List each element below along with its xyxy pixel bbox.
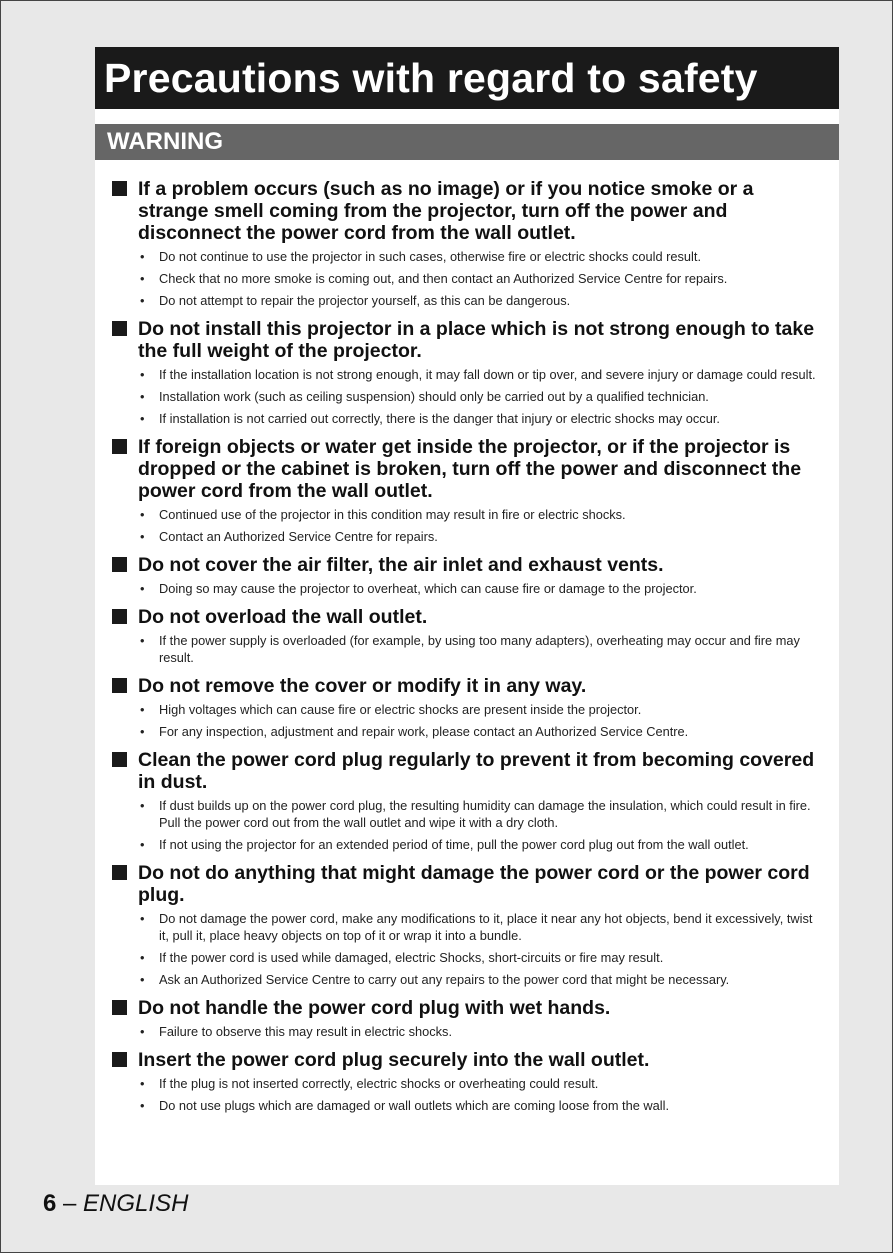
bullet-text: Failure to observe this may result in electric shocks. bbox=[159, 1024, 453, 1039]
list-item bbox=[138, 1097, 824, 1114]
list-item bbox=[138, 270, 824, 287]
section-heading: Do not overload the wall outlet. bbox=[138, 606, 428, 628]
bullet-text: Do not damage the power cord, make any modifications to it, place it near any hot objects, bend it excessively, twist it, pull it, place heavy objects on top of it or wrap it into a bundle. bbox=[159, 911, 813, 943]
section-heading: Do not cover the air filter, the air inlet and exhaust vents. bbox=[138, 554, 664, 576]
bullet-dot-icon: • bbox=[140, 911, 145, 926]
square-bullet-icon bbox=[112, 557, 127, 572]
list-item bbox=[138, 836, 824, 853]
bullet-text: Do not use plugs which are damaged or wall outlets which are coming loose from the wall. bbox=[159, 1098, 670, 1113]
bullet-dot-icon: • bbox=[140, 1024, 145, 1039]
section-heading: Do not handle the power cord plug with wet hands. bbox=[138, 997, 611, 1019]
list-item bbox=[138, 910, 824, 944]
precautions-list bbox=[112, 178, 824, 1123]
square-bullet-icon bbox=[112, 752, 127, 767]
bullet-text: If the installation location is not strong enough, it may fall down or tip over, and severe injury or damage could result. bbox=[159, 367, 816, 382]
bullet-dot-icon: • bbox=[140, 702, 145, 717]
list-item bbox=[138, 971, 824, 988]
bullet-dot-icon: • bbox=[140, 633, 145, 648]
list-item bbox=[138, 632, 824, 666]
list-item bbox=[138, 797, 824, 831]
bullet-list bbox=[112, 1023, 824, 1040]
bullet-list bbox=[112, 797, 824, 853]
bullet-dot-icon: • bbox=[140, 950, 145, 965]
square-bullet-icon bbox=[112, 439, 127, 454]
precaution-section bbox=[112, 675, 824, 740]
section-heading-row bbox=[112, 862, 824, 906]
section-heading-row bbox=[112, 606, 824, 628]
bullet-text: If the power supply is overloaded (for example, by using too many adapters), overheating may occur and fire may result. bbox=[159, 633, 800, 665]
bullet-text: Do not attempt to repair the projector yourself, as this can be dangerous. bbox=[159, 293, 571, 308]
warning-banner bbox=[95, 124, 839, 160]
precaution-section bbox=[112, 749, 824, 853]
precaution-section bbox=[112, 436, 824, 545]
section-heading-row bbox=[112, 554, 824, 576]
warning-label: WARNING bbox=[107, 128, 223, 155]
bullet-dot-icon: • bbox=[140, 249, 145, 264]
bullet-dot-icon: • bbox=[140, 507, 145, 522]
bullet-dot-icon: • bbox=[140, 1076, 145, 1091]
section-heading-row bbox=[112, 749, 824, 793]
precaution-section bbox=[112, 554, 824, 597]
bullet-text: Do not continue to use the projector in such cases, otherwise fire or electric shocks could result. bbox=[159, 249, 701, 264]
precaution-section bbox=[112, 997, 824, 1040]
section-heading: Do not remove the cover or modify it in any way. bbox=[138, 675, 587, 697]
bullet-list bbox=[112, 632, 824, 666]
page-number: 6 bbox=[43, 1190, 57, 1217]
list-item bbox=[138, 248, 824, 265]
bullet-dot-icon: • bbox=[140, 271, 145, 286]
footer-language: ENGLISH bbox=[83, 1190, 189, 1217]
section-heading: Insert the power cord plug securely into the wall outlet. bbox=[138, 1049, 650, 1071]
section-heading-row bbox=[112, 318, 824, 362]
bullet-text: Check that no more smoke is coming out, and then contact an Authorized Service Centre for repairs. bbox=[159, 271, 728, 286]
bullet-list bbox=[112, 1075, 824, 1114]
bullet-text: If not using the projector for an extended period of time, pull the power cord plug out from the wall outlet. bbox=[159, 837, 749, 852]
section-heading: Clean the power cord plug regularly to prevent it from becoming covered in dust. bbox=[138, 749, 815, 793]
bullet-text: If the plug is not inserted correctly, electric shocks or overheating could result. bbox=[159, 1076, 599, 1091]
list-item bbox=[138, 701, 824, 718]
bullet-dot-icon: • bbox=[140, 798, 145, 813]
precaution-section bbox=[112, 1049, 824, 1114]
list-item bbox=[138, 388, 824, 405]
bullet-dot-icon: • bbox=[140, 389, 145, 404]
page-title: Precautions with regard to safety bbox=[104, 54, 758, 101]
bullet-dot-icon: • bbox=[140, 724, 145, 739]
square-bullet-icon bbox=[112, 181, 127, 196]
bullet-dot-icon: • bbox=[140, 293, 145, 308]
precaution-section bbox=[112, 318, 824, 427]
bullet-text: For any inspection, adjustment and repair work, please contact an Authorized Service Centre. bbox=[159, 724, 689, 739]
bullet-text: High voltages which can cause fire or electric shocks are present inside the projector. bbox=[159, 702, 642, 717]
square-bullet-icon bbox=[112, 1000, 127, 1015]
bullet-list bbox=[112, 366, 824, 427]
bullet-text: If installation is not carried out correctly, there is the danger that injury or electric shocks may occur. bbox=[159, 411, 720, 426]
bullet-text: Continued use of the projector in this condition may result in fire or electric shocks. bbox=[159, 507, 626, 522]
section-heading-row bbox=[112, 1049, 824, 1071]
list-item bbox=[138, 723, 824, 740]
list-item bbox=[138, 580, 824, 597]
bullet-dot-icon: • bbox=[140, 972, 145, 987]
list-item bbox=[138, 292, 824, 309]
section-heading: If a problem occurs (such as no image) or if you notice smoke or a strange smell coming from the projector, turn off the power and disconnect the power cord from the wall outlet. bbox=[138, 178, 754, 244]
bullet-text: Ask an Authorized Service Centre to carry out any repairs to the power cord that might be necessary. bbox=[159, 972, 730, 987]
section-heading: If foreign objects or water get inside the projector, or if the projector is dropped or the cabinet is broken, turn off the power and disconnect the power cord from the wall outlet. bbox=[138, 436, 802, 502]
bullet-list bbox=[112, 580, 824, 597]
bullet-list bbox=[112, 248, 824, 309]
square-bullet-icon bbox=[112, 678, 127, 693]
list-item bbox=[138, 528, 824, 545]
square-bullet-icon bbox=[112, 865, 127, 880]
list-item bbox=[138, 366, 824, 383]
bullet-list bbox=[112, 506, 824, 545]
list-item bbox=[138, 1075, 824, 1092]
list-item bbox=[138, 1023, 824, 1040]
list-item bbox=[138, 410, 824, 427]
section-heading-row bbox=[112, 675, 824, 697]
bullet-text: If dust builds up on the power cord plug, the resulting humidity can damage the insulation, which could result in fire. Pull the power cord out from the wall outlet and wipe it with a dry cloth. bbox=[159, 798, 811, 830]
square-bullet-icon bbox=[112, 1052, 127, 1067]
list-item bbox=[138, 949, 824, 966]
precaution-section bbox=[112, 178, 824, 309]
list-item bbox=[138, 506, 824, 523]
section-heading-row bbox=[112, 997, 824, 1019]
bullet-dot-icon: • bbox=[140, 581, 145, 596]
section-heading: Do not install this projector in a place which is not strong enough to take the full weight of the projector. bbox=[138, 318, 815, 362]
bullet-text: Contact an Authorized Service Centre for repairs. bbox=[159, 529, 438, 544]
precaution-section bbox=[112, 606, 824, 666]
bullet-dot-icon: • bbox=[140, 529, 145, 544]
bullet-dot-icon: • bbox=[140, 837, 145, 852]
bullet-text: Doing so may cause the projector to overheat, which can cause fire or damage to the projector. bbox=[159, 581, 697, 596]
page-title-bar bbox=[95, 47, 839, 109]
bullet-list bbox=[112, 910, 824, 988]
bullet-list bbox=[112, 701, 824, 740]
section-heading-row bbox=[112, 178, 824, 244]
footer-separator: – bbox=[56, 1190, 84, 1217]
bullet-dot-icon: • bbox=[140, 1098, 145, 1113]
section-heading-row bbox=[112, 436, 824, 502]
square-bullet-icon bbox=[112, 609, 127, 624]
bullet-text: Installation work (such as ceiling suspension) should only be carried out by a qualified technician. bbox=[159, 389, 709, 404]
bullet-dot-icon: • bbox=[140, 411, 145, 426]
square-bullet-icon bbox=[112, 321, 127, 336]
page-footer bbox=[43, 1190, 188, 1218]
precaution-section bbox=[112, 862, 824, 988]
section-heading: Do not do anything that might damage the power cord or the power cord plug. bbox=[138, 862, 810, 906]
bullet-dot-icon: • bbox=[140, 367, 145, 382]
bullet-text: If the power cord is used while damaged, electric Shocks, short-circuits or fire may result. bbox=[159, 950, 664, 965]
